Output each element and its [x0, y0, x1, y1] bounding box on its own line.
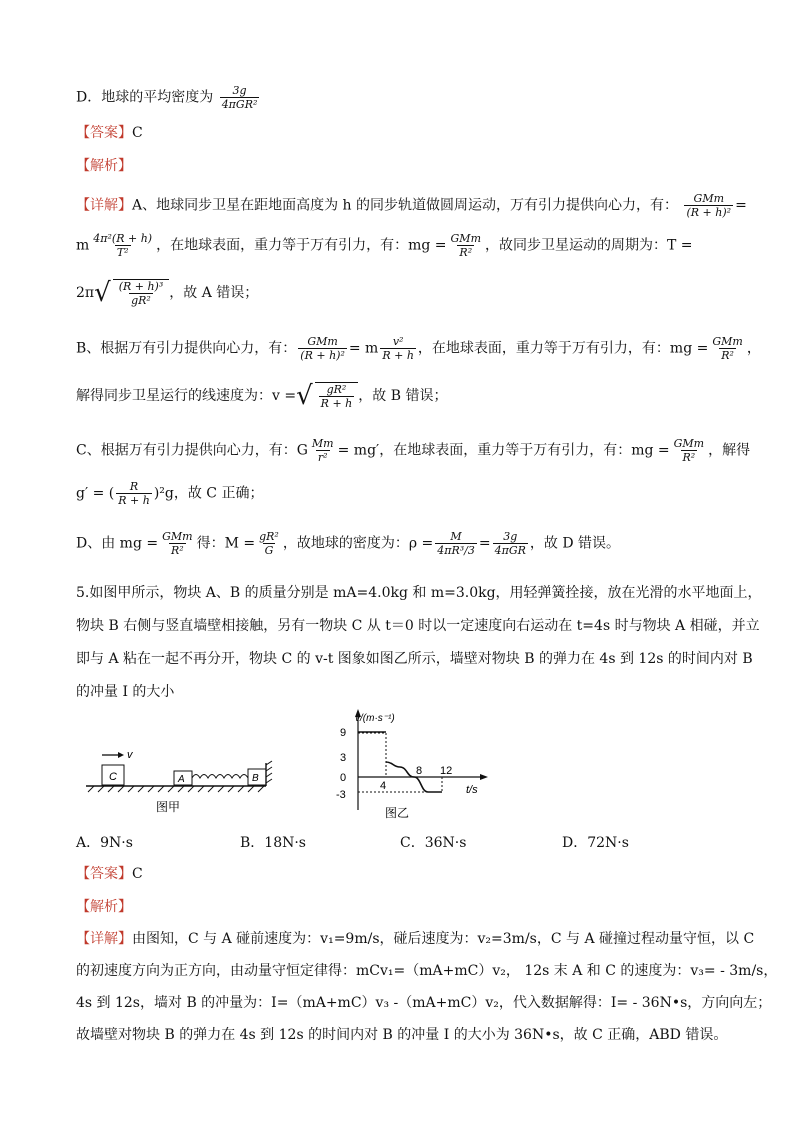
fraction: $\frac{\text{(R + h)³}}{\text{gR²}}$ [118, 280, 164, 307]
figure-yi-chart [330, 705, 505, 825]
option-a[interactable]: A．9N·s [76, 835, 133, 851]
detail-1-line-a3: 2π√ $\frac{\text{(R + h)³}}{\text{gR²}}$ ，故 A 错误； [76, 278, 259, 308]
caption-jia: 图甲 [156, 800, 181, 814]
answer-1: 【答案】C [76, 125, 143, 141]
tick-3: 3 [340, 752, 347, 764]
spring [192, 775, 248, 779]
q5-line-1: 5.如图甲所示，物块 A、B 的质量分别是 mA=4.0kg 和 m=3.0kg，用轻弹簧拴接，放在光滑的水平地面上， [76, 585, 762, 601]
tick-12: 12 [440, 765, 453, 777]
q5-line-4: 的冲量 I 的大小 [76, 684, 175, 700]
detail-1-line-d: D、由 mg = $\frac{\text{GMm}}{\text{R²}}$ 得：M = $\frac{\text{gR²}}{G}$ ，故地球的密度为：ρ = $\frac{M}{\text{4πR³/3}}$ = $\frac{3g}{\text{4πGR}}$ ，故 D 错误。 [76, 530, 621, 557]
block-c-label: C [109, 771, 117, 783]
detail-2-line-3: 4s 到 12s，墙对 B 的冲量为：I=（mA+mC）v₃ -（mA+mC）v₂，代入数据解得：I= - 36N•s，方向向左； [76, 995, 772, 1011]
q5-line-3: 即与 A 粘在一起不再分开，物块 C 的 v-t 图象如图乙所示，墙壁对物块 B 的弹力在 4s 到 12s 的时间内对 B [76, 651, 753, 667]
q5-line-2: 物块 B 右侧与竖直墙壁相接触，另有一物块 C 从 t＝0 时以一定速度向右运动在 t=4s 时与物块 A 相碰，并立 [76, 618, 760, 634]
v-label: v [127, 749, 133, 761]
wall-hatch [266, 761, 272, 783]
arrow-head-icon [118, 752, 124, 758]
fraction: $\frac{3g}{\text{4πGR}}$ [494, 530, 526, 557]
detail-1-line-a2: m $\frac{\text{4π²(R + h)}}{\text{T²}}$ ，在地球表面，重力等于万有引力，有：mg = $\frac{\text{GMm}}{\text{R²}}$ ，故同步卫星运动的周期为：T = [76, 232, 693, 259]
y-axis-label: v/(m·s⁻¹) [355, 713, 395, 724]
fraction: $\frac{\text{4π²(R + h)}}{\text{T²}}$ [93, 232, 153, 259]
sqrt-body [113, 279, 170, 307]
sqrt-sign: √ [296, 381, 313, 411]
x-arrow-icon [480, 774, 488, 780]
option-d-prev [76, 84, 261, 111]
caption-yi: 图乙 [385, 806, 410, 820]
detail-1-line-c2: g′ = ( $\frac{R}{R + h}$ )²g，故 C 正确； [76, 480, 264, 507]
ground-hatch [88, 786, 264, 792]
fraction: $\frac{\text{GMm}}{\text{R²}}$ [673, 437, 705, 464]
fraction: $\frac{\text{v²}}{R + h}$ [382, 335, 414, 362]
fraction: $\frac{\text{GMm}}{\text{(R + h)²}}$ [300, 335, 345, 362]
tick-m3: -3 [336, 789, 346, 801]
option-d[interactable]: D．72N·s [562, 835, 629, 851]
analysis-2: 【解析】 [76, 899, 132, 915]
fraction: $\frac{\text{gR²}}{R + h}$ [320, 383, 353, 410]
detail-2-line-1: 【详解】由图知，C 与 A 碰前速度为：v₁=9m/s，碰后速度为：v₂=3m/s，C 与 A 碰撞过程动量守恒，以 C [76, 931, 755, 947]
tick-8: 8 [416, 765, 423, 777]
sqrt-sign: √ [94, 278, 111, 308]
detail-1-line-b1: B、根据万有引力提供向心力，有： $\frac{\text{GMm}}{\text{(R + h)²}}$ = m $\frac{\text{v²}}{R + h}$ ，在地球表面，重力等于万有引力，有：mg = $\frac{\text{GMm}}{\text{R²}}$ ， [76, 335, 761, 362]
fraction: $\frac{\text{GMm}}{\text{R²}}$ [712, 335, 743, 362]
detail-1-line-c1: C、根据万有引力提供向心力，有：G $\frac{Mm}{\text{r²}}$ = mg′，在地球表面，重力等于万有引力，有：mg = $\frac{\text{GMm}}{\text{R²}}$ ，解得 [76, 437, 751, 464]
density-fraction: $\frac{3g}{\text{4πGR²}}$ [221, 84, 258, 111]
option-c[interactable]: C．36N·s [400, 835, 467, 851]
tick-9: 9 [340, 727, 347, 739]
block-b-label: B [252, 773, 259, 784]
fraction: $\frac{M}{\text{4πR³/3}}$ [437, 530, 475, 557]
block-a-label: A [178, 774, 185, 785]
fraction: $\frac{Mm}{\text{r²}}$ [311, 437, 334, 464]
detail-1-line-b2: 解得同步卫星运行的线速度为：v =√ $\frac{\text{gR²}}{R + h}$ ，故 B 错误； [76, 381, 448, 411]
detail-2-line-4: 故墙壁对物块 B 的弹力在 4s 到 12s 的时间内对 B 的冲量 I 的大小为 36N•s，故 C 正确，ABD 错误。 [76, 1027, 728, 1043]
detail-2-line-2: 的初速度方向为正方向，由动量守恒定律得：mCv₁=（mA+mC）v₂， 12s 末 A 和 C 的速度为：v₃= - 3m/s， [76, 963, 778, 979]
answer-2: 【答案】C [76, 866, 143, 882]
tick-4: 4 [380, 780, 387, 792]
figure-jia [84, 745, 284, 820]
fraction: $\frac{\text{GMm}}{\text{(R + h)²}}$ [686, 192, 732, 219]
fraction: $\frac{\text{GMm}}{\text{R²}}$ [162, 530, 193, 557]
sqrt-body [315, 382, 359, 410]
option-d-text: D．地球的平均密度为 [76, 89, 214, 106]
analysis-1: 【解析】 [76, 158, 132, 174]
fraction: $\frac{R}{R + h}$ [118, 480, 150, 507]
vt-curve [358, 732, 442, 792]
detail-1-line-a1: 【详解】A、地球同步卫星在距地面高度为 h 的同步轨道做圆周运动，万有引力提供向心力，有： $\frac{\text{GMm}}{\text{(R + h)²}}$ = [76, 192, 747, 219]
x-axis-label: t/s [466, 784, 478, 796]
fraction: $\frac{\text{gR²}}{G}$ [259, 530, 279, 557]
fraction: $\frac{\text{GMm}}{\text{R²}}$ [450, 232, 481, 259]
tick-0: 0 [340, 772, 347, 784]
option-b[interactable]: B．18N·s [240, 835, 306, 851]
